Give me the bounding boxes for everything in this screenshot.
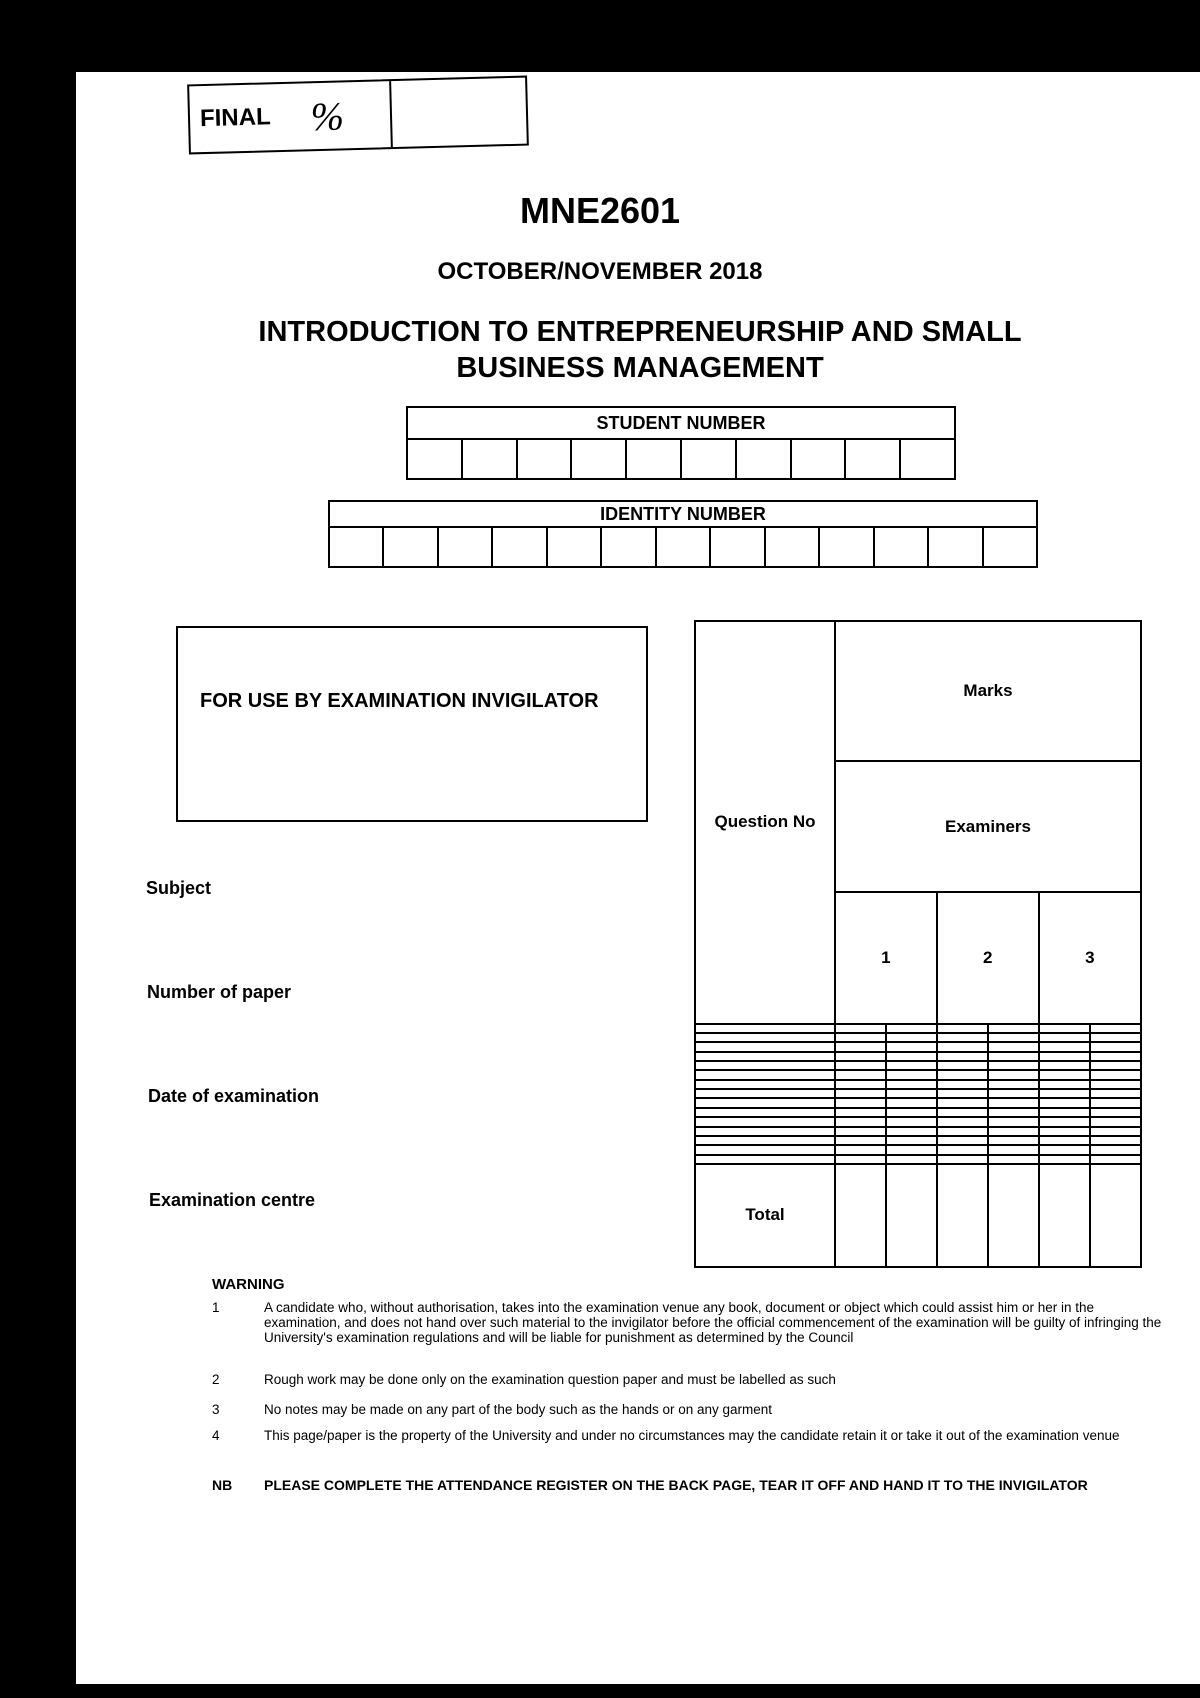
rule-text: No notes may be made on any part of the body such as the hands or on any garment bbox=[264, 1402, 773, 1417]
mark-cell[interactable] bbox=[988, 1042, 1039, 1051]
question-no-cell[interactable] bbox=[695, 1108, 835, 1117]
mark-cell[interactable] bbox=[886, 1080, 937, 1089]
marks-row bbox=[695, 1061, 1141, 1070]
mark-cell[interactable] bbox=[988, 1052, 1039, 1061]
question-no-cell[interactable] bbox=[695, 1155, 835, 1164]
mark-cell[interactable] bbox=[1090, 1098, 1141, 1107]
question-no-cell[interactable] bbox=[695, 1089, 835, 1098]
examiner-3-header: 3 bbox=[1039, 892, 1141, 1023]
mark-cell[interactable] bbox=[886, 1098, 937, 1107]
marks-row bbox=[695, 1136, 1141, 1145]
invigilator-label: FOR USE BY EXAMINATION INVIGILATOR bbox=[200, 690, 599, 712]
mark-cell[interactable] bbox=[1090, 1070, 1141, 1079]
question-no-cell[interactable] bbox=[695, 1136, 835, 1145]
mark-cell[interactable] bbox=[835, 1033, 886, 1042]
marks-row bbox=[695, 1127, 1141, 1136]
mark-cell[interactable] bbox=[886, 1024, 937, 1033]
mark-cell[interactable] bbox=[988, 1108, 1039, 1117]
mark-cell[interactable] bbox=[1039, 1136, 1090, 1145]
question-no-cell[interactable] bbox=[695, 1033, 835, 1042]
identity-number-label: IDENTITY NUMBER bbox=[330, 502, 1036, 528]
mark-cell[interactable] bbox=[1039, 1042, 1090, 1051]
course-title-line-1: INTRODUCTION TO ENTREPRENEURSHIP AND SMALL bbox=[258, 316, 1022, 348]
mark-cell[interactable] bbox=[988, 1024, 1039, 1033]
mark-cell[interactable] bbox=[886, 1108, 937, 1117]
mark-cell[interactable] bbox=[886, 1042, 937, 1051]
identity-number-cells bbox=[330, 528, 1036, 566]
field-subject: Subject bbox=[146, 878, 212, 898]
mark-cell[interactable] bbox=[886, 1070, 937, 1079]
identity-number-cell[interactable] bbox=[548, 528, 602, 566]
rule-number: 2 bbox=[212, 1372, 220, 1387]
mark-cell[interactable] bbox=[1090, 1042, 1141, 1051]
mark-cell[interactable] bbox=[886, 1089, 937, 1098]
student-number-cell[interactable] bbox=[846, 440, 901, 478]
mark-cell[interactable] bbox=[1090, 1061, 1141, 1070]
identity-number-cell[interactable] bbox=[602, 528, 656, 566]
mark-cell[interactable] bbox=[1090, 1033, 1141, 1042]
exam-session: OCTOBER/NOVEMBER 2018 bbox=[437, 258, 763, 285]
question-no-cell[interactable] bbox=[695, 1080, 835, 1089]
mark-cell[interactable] bbox=[1039, 1155, 1090, 1164]
mark-cell[interactable] bbox=[835, 1108, 886, 1117]
mark-cell[interactable] bbox=[988, 1155, 1039, 1164]
question-no-cell[interactable] bbox=[695, 1052, 835, 1061]
mark-cell[interactable] bbox=[835, 1127, 886, 1136]
rule-number: 3 bbox=[212, 1402, 220, 1417]
course-code: MNE2601 bbox=[519, 190, 681, 231]
total-mark-cell[interactable] bbox=[1090, 1164, 1141, 1267]
mark-cell[interactable] bbox=[937, 1024, 988, 1033]
marks-row bbox=[695, 1070, 1141, 1079]
marks-row bbox=[695, 1089, 1141, 1098]
student-number-cell[interactable] bbox=[518, 440, 573, 478]
mark-cell[interactable] bbox=[937, 1155, 988, 1164]
percent-sign: % bbox=[310, 92, 345, 139]
warning-rule bbox=[212, 1402, 1172, 1417]
mark-cell[interactable] bbox=[937, 1127, 988, 1136]
question-no-cell[interactable] bbox=[695, 1024, 835, 1033]
student-number-cell[interactable] bbox=[792, 440, 847, 478]
total-row bbox=[695, 1164, 1141, 1267]
examiners-header: Examiners bbox=[835, 761, 1141, 892]
student-number-cell[interactable] bbox=[901, 440, 954, 478]
mark-cell[interactable] bbox=[1090, 1155, 1141, 1164]
identity-number-cell[interactable] bbox=[766, 528, 820, 566]
mark-cell[interactable] bbox=[835, 1042, 886, 1051]
mark-cell[interactable] bbox=[988, 1033, 1039, 1042]
nb-text: PLEASE COMPLETE THE ATTENDANCE REGISTER ON THE BACK PAGE, TEAR IT OFF AND HAND IT TO THE INVIGILATOR bbox=[264, 1477, 1088, 1493]
mark-cell[interactable] bbox=[1039, 1145, 1090, 1154]
mark-cell[interactable] bbox=[937, 1108, 988, 1117]
mark-cell[interactable] bbox=[886, 1061, 937, 1070]
student-number-cell[interactable] bbox=[627, 440, 682, 478]
examiner-2-header: 2 bbox=[937, 892, 1039, 1023]
student-number-label: STUDENT NUMBER bbox=[408, 408, 954, 440]
identity-number-cell[interactable] bbox=[820, 528, 874, 566]
examiner-1-header: 1 bbox=[835, 892, 937, 1023]
mark-cell[interactable] bbox=[937, 1033, 988, 1042]
mark-cell[interactable] bbox=[1039, 1033, 1090, 1042]
mark-cell[interactable] bbox=[886, 1052, 937, 1061]
total-mark-cell[interactable] bbox=[835, 1164, 886, 1267]
identity-number-cell[interactable] bbox=[493, 528, 547, 566]
student-number-cell[interactable] bbox=[463, 440, 518, 478]
mark-cell[interactable] bbox=[1090, 1089, 1141, 1098]
student-number-cells bbox=[408, 440, 954, 478]
marks-row bbox=[695, 1108, 1141, 1117]
mark-cell[interactable] bbox=[835, 1089, 886, 1098]
rule-text: This page/paper is the property of the University and under no circumstances may the candidate retain it or take it out of the examination venue bbox=[264, 1428, 1120, 1443]
total-label: Total bbox=[695, 1164, 835, 1267]
identity-number-cell[interactable] bbox=[384, 528, 438, 566]
rule-text: A candidate who, without authorisation, takes into the examination venue any book, document or object which could assist him or her in the examination, and does not hand over such material to the invigilator before the official commencement of the examination will be guilty of infringing the University's examination regulations and will be liable for punishment as determined by the Council bbox=[264, 1300, 1162, 1345]
identity-number-cell[interactable] bbox=[657, 528, 711, 566]
mark-cell[interactable] bbox=[1090, 1127, 1141, 1136]
mark-cell[interactable] bbox=[1039, 1061, 1090, 1070]
mark-cell[interactable] bbox=[886, 1145, 937, 1154]
mark-cell[interactable] bbox=[1039, 1108, 1090, 1117]
student-number-cell[interactable] bbox=[737, 440, 792, 478]
warning-rule bbox=[212, 1300, 1172, 1345]
mark-cell[interactable] bbox=[886, 1155, 937, 1164]
mark-cell[interactable] bbox=[937, 1070, 988, 1079]
mark-cell[interactable] bbox=[835, 1098, 886, 1107]
mark-cell[interactable] bbox=[937, 1080, 988, 1089]
question-no-cell[interactable] bbox=[695, 1127, 835, 1136]
mark-cell[interactable] bbox=[937, 1052, 988, 1061]
field-number-of-paper: Number of paper bbox=[147, 982, 292, 1002]
question-no-cell[interactable] bbox=[695, 1070, 835, 1079]
mark-cell[interactable] bbox=[1039, 1089, 1090, 1098]
warning-heading: WARNING bbox=[212, 1276, 285, 1293]
question-no-cell[interactable] bbox=[695, 1098, 835, 1107]
mark-cell[interactable] bbox=[1039, 1070, 1090, 1079]
mark-cell[interactable] bbox=[988, 1061, 1039, 1070]
mark-cell[interactable] bbox=[886, 1136, 937, 1145]
mark-cell[interactable] bbox=[937, 1136, 988, 1145]
identity-number-cell[interactable] bbox=[929, 528, 983, 566]
mark-cell[interactable] bbox=[1090, 1052, 1141, 1061]
mark-cell[interactable] bbox=[835, 1136, 886, 1145]
mark-cell[interactable] bbox=[1039, 1127, 1090, 1136]
marks-row bbox=[695, 1024, 1141, 1033]
rule-number: 4 bbox=[212, 1428, 220, 1443]
mark-cell[interactable] bbox=[886, 1117, 937, 1126]
marks-row bbox=[695, 1052, 1141, 1061]
mark-cell[interactable] bbox=[835, 1052, 886, 1061]
mark-cell[interactable] bbox=[886, 1127, 937, 1136]
marks-table bbox=[694, 620, 1142, 1268]
mark-cell[interactable] bbox=[1039, 1117, 1090, 1126]
marks-row bbox=[695, 1033, 1141, 1042]
marks-row bbox=[695, 1042, 1141, 1051]
mark-cell[interactable] bbox=[1090, 1145, 1141, 1154]
mark-cell[interactable] bbox=[1090, 1108, 1141, 1117]
rule-text: Rough work may be done only on the examination question paper and must be labelled as such bbox=[264, 1372, 836, 1387]
mark-cell[interactable] bbox=[937, 1089, 988, 1098]
mark-cell[interactable] bbox=[937, 1098, 988, 1107]
marks-row bbox=[695, 1145, 1141, 1154]
marks-row bbox=[695, 1098, 1141, 1107]
identity-number-cell[interactable] bbox=[984, 528, 1036, 566]
stamp-divider bbox=[389, 81, 393, 147]
identity-number-cell[interactable] bbox=[439, 528, 493, 566]
mark-cell[interactable] bbox=[988, 1127, 1039, 1136]
mark-cell[interactable] bbox=[988, 1145, 1039, 1154]
student-number-cell[interactable] bbox=[682, 440, 737, 478]
student-number-box bbox=[406, 406, 956, 480]
student-number-cell[interactable] bbox=[408, 440, 463, 478]
mark-cell[interactable] bbox=[1039, 1098, 1090, 1107]
rule-number: 1 bbox=[212, 1300, 220, 1315]
identity-number-cell[interactable] bbox=[330, 528, 384, 566]
identity-number-cell[interactable] bbox=[711, 528, 765, 566]
mark-cell[interactable] bbox=[835, 1080, 886, 1089]
course-title bbox=[0, 314, 1200, 386]
nb-instruction bbox=[212, 1478, 1172, 1493]
question-no-cell[interactable] bbox=[695, 1061, 835, 1070]
mark-cell[interactable] bbox=[886, 1033, 937, 1042]
total-mark-cell[interactable] bbox=[1039, 1164, 1090, 1267]
final-label: FINAL bbox=[199, 103, 272, 133]
mark-cell[interactable] bbox=[937, 1117, 988, 1126]
field-date-of-examination: Date of examination bbox=[148, 1086, 320, 1106]
scan-border-top bbox=[0, 0, 1200, 72]
marks-row bbox=[695, 1155, 1141, 1164]
mark-cell[interactable] bbox=[937, 1061, 988, 1070]
total-mark-cell[interactable] bbox=[886, 1164, 937, 1267]
mark-cell[interactable] bbox=[835, 1061, 886, 1070]
total-mark-cell[interactable] bbox=[937, 1164, 988, 1267]
warning-rule bbox=[212, 1428, 1172, 1443]
mark-cell[interactable] bbox=[937, 1145, 988, 1154]
mark-cell[interactable] bbox=[835, 1155, 886, 1164]
mark-cell[interactable] bbox=[1090, 1117, 1141, 1126]
mark-cell[interactable] bbox=[988, 1136, 1039, 1145]
total-mark-cell[interactable] bbox=[988, 1164, 1039, 1267]
identity-number-box bbox=[328, 500, 1038, 568]
mark-cell[interactable] bbox=[835, 1117, 886, 1126]
marks-header: Marks bbox=[835, 621, 1141, 761]
mark-cell[interactable] bbox=[988, 1117, 1039, 1126]
final-mark-stamp bbox=[187, 76, 529, 155]
question-no-cell[interactable] bbox=[695, 1042, 835, 1051]
marks-row bbox=[695, 1080, 1141, 1089]
mark-cell[interactable] bbox=[835, 1145, 886, 1154]
student-number-cell[interactable] bbox=[572, 440, 627, 478]
mark-cell[interactable] bbox=[1090, 1136, 1141, 1145]
question-no-cell[interactable] bbox=[695, 1145, 835, 1154]
field-examination-centre: Examination centre bbox=[149, 1190, 316, 1210]
mark-cell[interactable] bbox=[1090, 1080, 1141, 1089]
question-no-header: Question No bbox=[695, 621, 835, 1024]
mark-cell[interactable] bbox=[835, 1024, 886, 1033]
mark-cell[interactable] bbox=[988, 1080, 1039, 1089]
question-no-cell[interactable] bbox=[695, 1117, 835, 1126]
mark-cell[interactable] bbox=[1090, 1024, 1141, 1033]
identity-number-cell[interactable] bbox=[875, 528, 929, 566]
mark-cell[interactable] bbox=[988, 1070, 1039, 1079]
invigilator-box bbox=[176, 626, 648, 822]
mark-cell[interactable] bbox=[937, 1042, 988, 1051]
mark-cell[interactable] bbox=[988, 1089, 1039, 1098]
course-title-line-2: BUSINESS MANAGEMENT bbox=[456, 352, 824, 384]
mark-cell[interactable] bbox=[1039, 1024, 1090, 1033]
mark-cell[interactable] bbox=[1039, 1080, 1090, 1089]
nb-label: NB bbox=[212, 1477, 233, 1493]
mark-cell[interactable] bbox=[835, 1070, 886, 1079]
marks-row bbox=[695, 1117, 1141, 1126]
warning-rule bbox=[212, 1372, 1172, 1387]
mark-cell[interactable] bbox=[1039, 1052, 1090, 1061]
mark-cell[interactable] bbox=[988, 1098, 1039, 1107]
